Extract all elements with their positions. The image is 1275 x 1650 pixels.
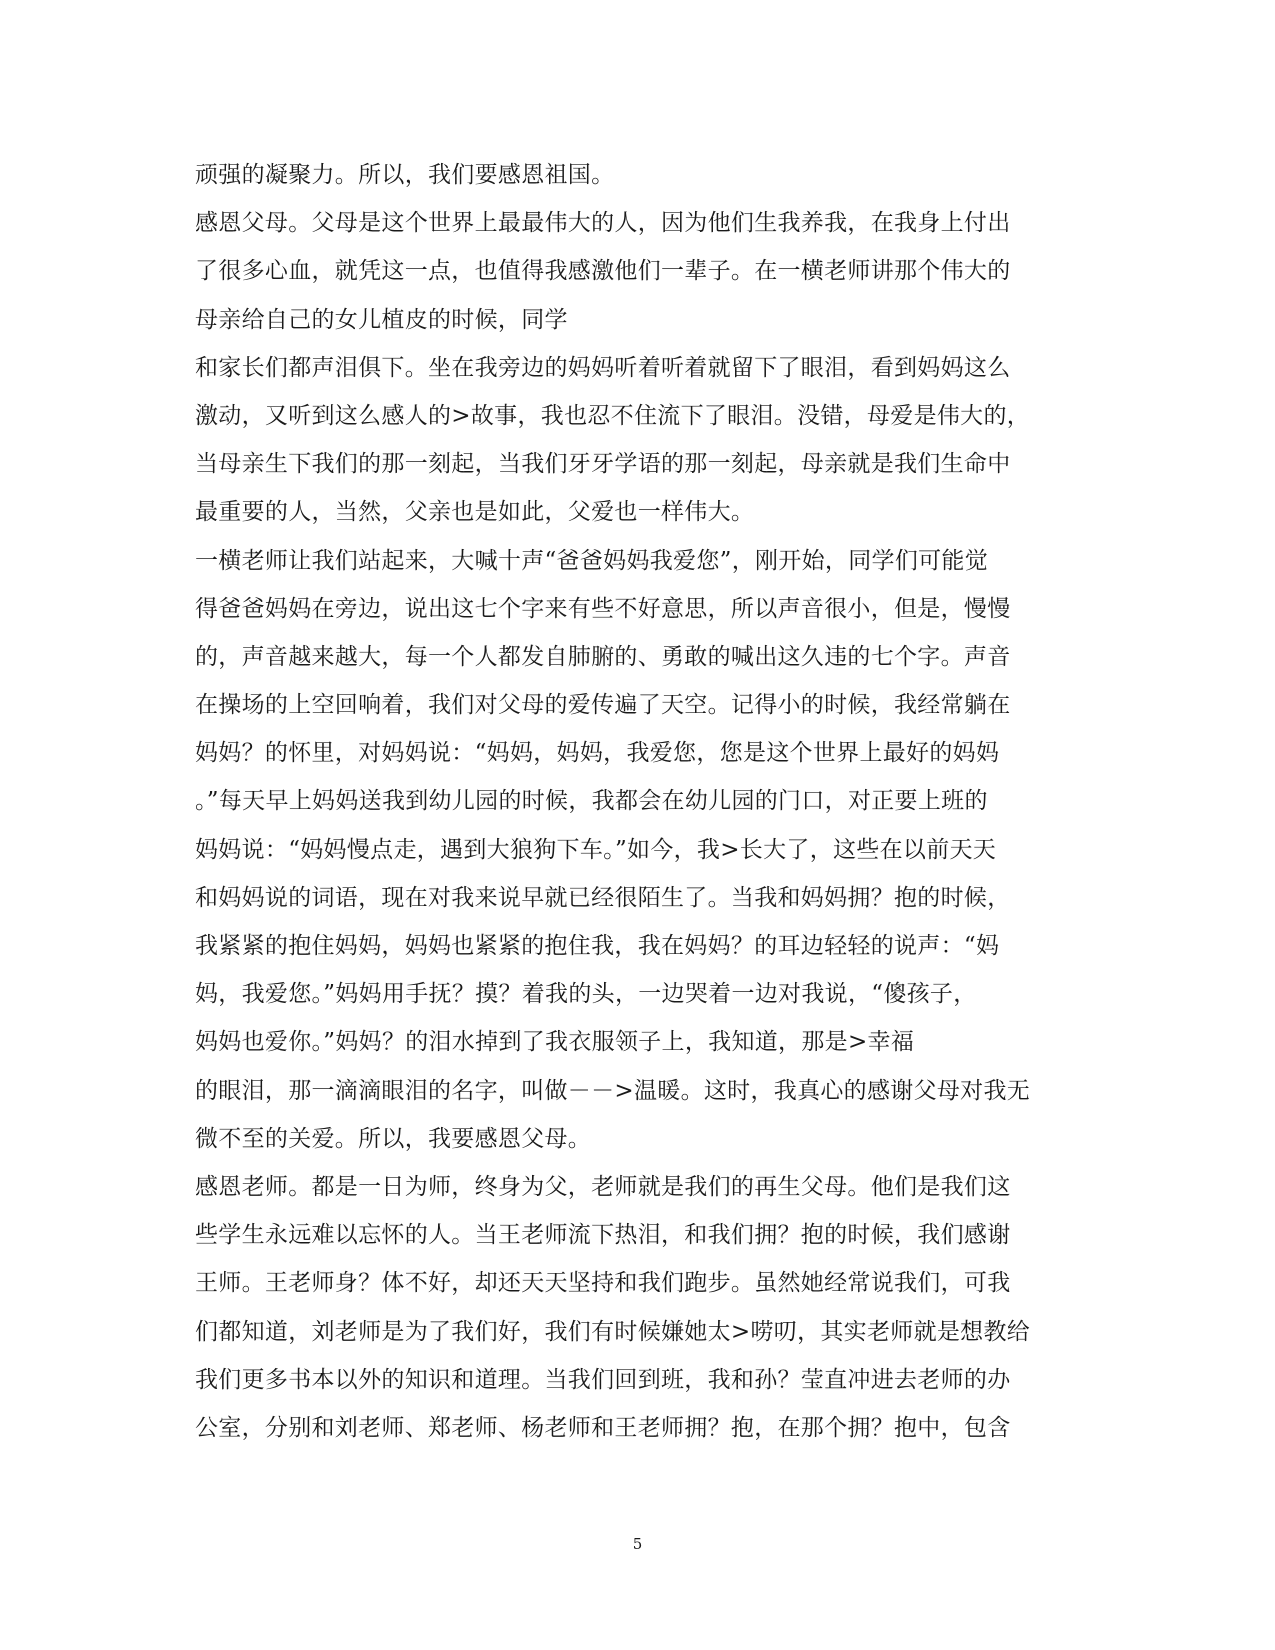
body-text — [195, 151, 1085, 1452]
text-line: 的眼泪，那一滴滴眼泪的名字，叫做－－>温暖。这时，我真心的感谢父母对我无 — [195, 1077, 1031, 1104]
text-line: 的，声音越来越大，每一个人都发自肺腑的、勇敢的喊出这久违的七个字。声音 — [195, 643, 1011, 670]
text-line: 妈，我爱您。”妈妈用手抚？摸？着我的头，一边哭着一边对我说，“傻孩子， — [195, 981, 977, 1008]
text-line: 些学生永远难以忘怀的人。当王老师流下热泪，和我们拥？抱的时候，我们感谢 — [195, 1222, 1011, 1249]
text-line: 和家长们都声泪俱下。坐在我旁边的妈妈听着听着就留下了眼泪，看到妈妈这么 — [195, 354, 1011, 381]
text-line: 妈妈说：“妈妈慢点走，遇到大狼狗下车。”如今，我>长大了，这些在以前天天 — [195, 836, 997, 863]
text-line: 王师。王老师身？体不好，却还天天坚持和我们跑步。虽然她经常说我们，可我 — [195, 1270, 1011, 1297]
text-line: 。”每天早上妈妈送我到幼儿园的时候，我都会在幼儿园的门口，对正要上班的 — [195, 788, 988, 815]
text-line: 和妈妈说的词语，现在对我来说早就已经很陌生了。当我和妈妈拥？抱的时候， — [195, 884, 1011, 911]
page-number: 5 — [632, 1535, 643, 1553]
text-line: 妈妈？的怀里，对妈妈说：“妈妈，妈妈，我爱您，您是这个世界上最好的妈妈 — [195, 740, 1000, 767]
text-line: 了很多心血，就凭这一点，也值得我感激他们一辈子。在一横老师讲那个伟大的 — [195, 258, 1011, 285]
text-line: 一横老师让我们站起来，大喊十声“爸爸妈妈我爱您”，刚开始，同学们可能觉 — [195, 547, 989, 574]
text-line: 们都知道，刘老师是为了我们好，我们有时候嫌她太>唠叨，其实老师就是想教给 — [195, 1318, 1031, 1345]
text-line: 微不至的关爱。所以，我要感恩父母。 — [195, 1125, 592, 1152]
text-line: 妈妈也爱你。”妈妈？的泪水掉到了我衣服领子上，我知道，那是>幸福 — [195, 1029, 915, 1056]
text-line: 母亲给自己的女儿植皮的时候，同学 — [195, 306, 568, 333]
text-line: 公室，分别和刘老师、郑老师、杨老师和王老师拥？抱，在那个拥？抱中，包含 — [195, 1414, 1011, 1441]
text-line: 顽强的凝聚力。所以，我们要感恩祖国。 — [195, 162, 615, 188]
text-line: 激动，又听到这么感人的>故事，我也忍不住流下了眼泪。没错，母爱是伟大的， — [195, 402, 1031, 429]
text-line: 得爸爸妈妈在旁边，说出这七个字来有些不好意思，所以声音很小，但是，慢慢 — [195, 595, 1011, 622]
text-line: 在操场的上空回响着，我们对父母的爱传遍了天空。记得小的时候，我经常躺在 — [195, 692, 1011, 719]
text-line: 当母亲生下我们的那一刻起，当我们牙牙学语的那一刻起，母亲就是我们生命中 — [195, 451, 1011, 478]
text-line: 感恩父母。父母是这个世界上最最伟大的人，因为他们生我养我，在我身上付出 — [195, 210, 1011, 237]
text-line: 感恩老师。都是一日为师，终身为父，老师就是我们的再生父母。他们是我们这 — [195, 1173, 1011, 1200]
text-line: 我紧紧的抱住妈妈，妈妈也紧紧的抱住我，我在妈妈？的耳边轻轻的说声：“妈 — [195, 933, 1000, 959]
text-line: 最重要的人，当然，父亲也是如此，父爱也一样伟大。 — [195, 499, 755, 526]
text-line: 我们更多书本以外的知识和道理。当我们回到班，我和孙？莹直冲进去老师的办 — [195, 1366, 1011, 1393]
